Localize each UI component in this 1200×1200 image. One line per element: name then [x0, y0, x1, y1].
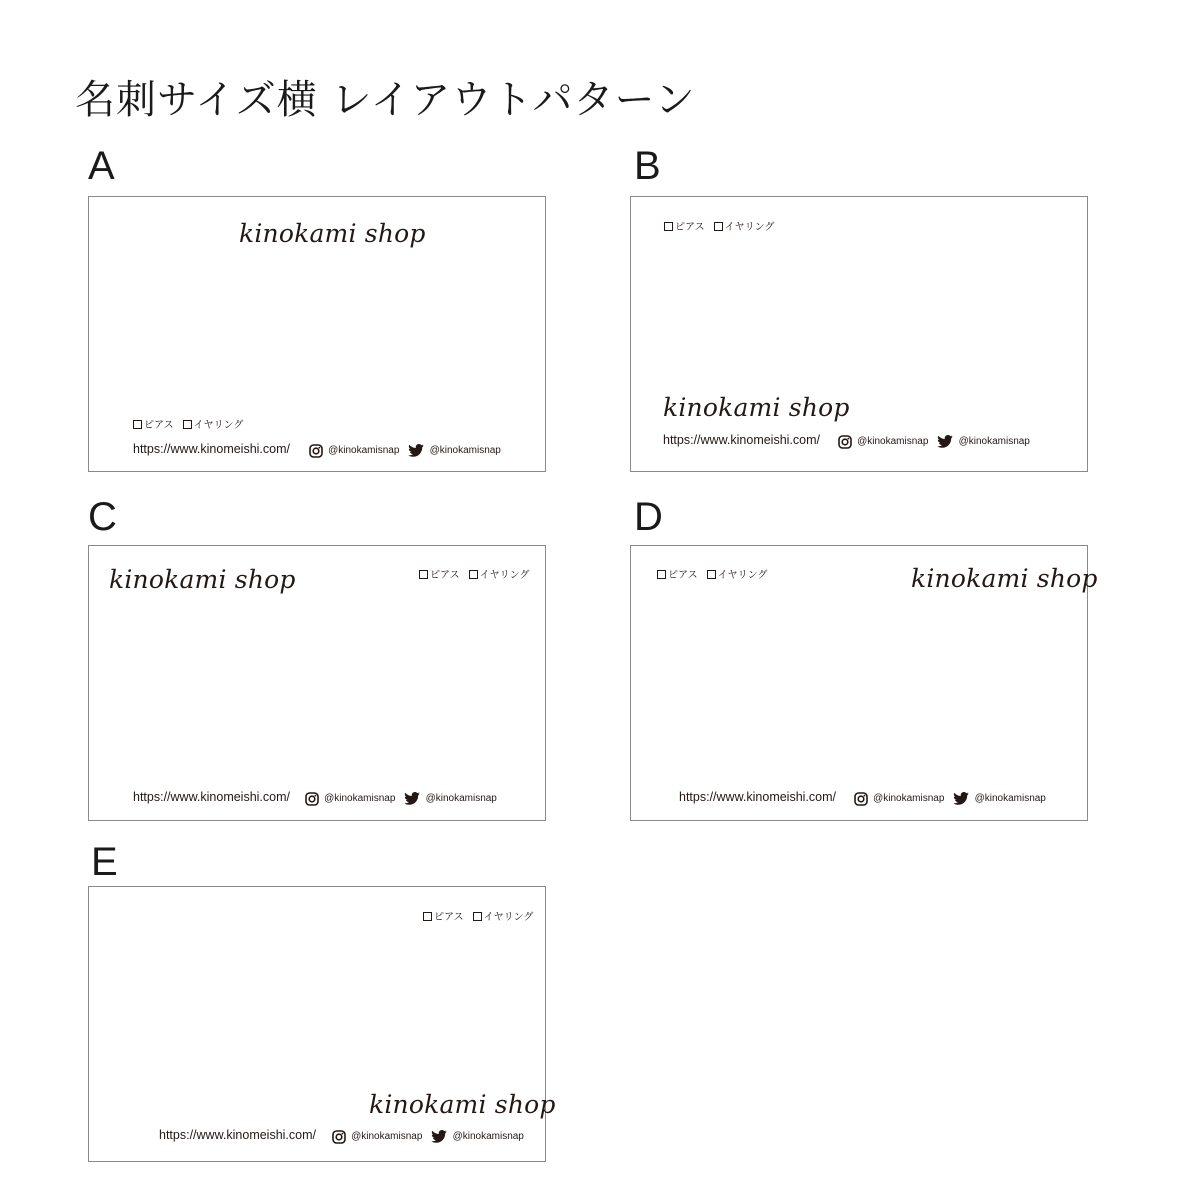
- check-label-earring: イヤリング: [717, 570, 768, 581]
- card-pattern-b: [630, 196, 1088, 472]
- page-title: 名刺サイズ横 レイアウトパターン: [75, 77, 696, 123]
- check-label-earring: イヤリング: [483, 912, 534, 923]
- checkbox-row: [419, 569, 529, 583]
- shop-name: kinokami shop: [239, 219, 426, 248]
- check-label-pierce: ピアス: [430, 570, 460, 581]
- checkbox-icon: [473, 912, 482, 921]
- social-row: [309, 440, 501, 459]
- check-label-earring: イヤリング: [724, 222, 775, 233]
- website-url: https://www.kinomeishi.com/: [133, 442, 290, 456]
- check-label-earring: イヤリング: [479, 570, 530, 581]
- card-pattern-e: [88, 886, 556, 1162]
- instagram-handle: @kinokamisnap: [857, 435, 929, 447]
- pattern-letter-d: D: [634, 495, 663, 539]
- checkbox-icon: [183, 420, 192, 429]
- checkbox-icon: [423, 912, 432, 921]
- check-label-pierce: ピアス: [668, 570, 698, 581]
- twitter-bird-icon: [404, 792, 420, 805]
- website-url: https://www.kinomeishi.com/: [679, 790, 836, 804]
- checkbox-icon: [707, 570, 716, 579]
- check-label-pierce: ピアス: [144, 420, 174, 431]
- pattern-letter-e: E: [91, 840, 118, 884]
- shop-name: kinokami shop: [911, 564, 1098, 593]
- instagram-handle: @kinokamisnap: [328, 444, 400, 456]
- instagram-icon: [332, 1130, 346, 1144]
- checkbox-icon: [469, 570, 478, 579]
- card-pattern-c: [88, 545, 546, 821]
- social-row: [305, 788, 497, 807]
- checkbox-row: [423, 911, 533, 925]
- social-row: [332, 1126, 524, 1145]
- website-url: https://www.kinomeishi.com/: [133, 790, 290, 804]
- twitter-bird-icon: [431, 1130, 447, 1143]
- checkbox-icon: [419, 570, 428, 579]
- shop-name: kinokami shop: [663, 393, 850, 422]
- instagram-handle: @kinokamisnap: [873, 792, 945, 804]
- check-label-pierce: ピアス: [675, 222, 705, 233]
- shop-name: kinokami shop: [369, 1090, 556, 1119]
- twitter-handle: @kinokamisnap: [452, 1130, 524, 1142]
- shop-name: kinokami shop: [109, 565, 296, 594]
- instagram-icon: [854, 792, 868, 806]
- check-label-earring: イヤリング: [193, 420, 244, 431]
- checkbox-row: [664, 221, 774, 235]
- social-row: [854, 788, 1046, 807]
- instagram-icon: [838, 435, 852, 449]
- checkbox-icon: [133, 420, 142, 429]
- instagram-handle: @kinokamisnap: [351, 1130, 423, 1142]
- website-url: https://www.kinomeishi.com/: [159, 1128, 316, 1142]
- instagram-icon: [309, 444, 323, 458]
- card-pattern-a: [88, 196, 546, 472]
- twitter-bird-icon: [408, 444, 424, 457]
- twitter-handle: @kinokamisnap: [429, 444, 501, 456]
- social-row: [838, 431, 1030, 450]
- checkbox-icon: [664, 222, 673, 231]
- website-url: https://www.kinomeishi.com/: [663, 433, 820, 447]
- pattern-letter-c: C: [88, 495, 117, 539]
- checkbox-row: [133, 419, 243, 433]
- instagram-icon: [305, 792, 319, 806]
- twitter-handle: @kinokamisnap: [425, 792, 497, 804]
- pattern-letter-b: B: [634, 144, 661, 188]
- checkbox-row: [657, 569, 767, 583]
- twitter-handle: @kinokamisnap: [958, 435, 1030, 447]
- checkbox-icon: [657, 570, 666, 579]
- pattern-letter-a: A: [88, 144, 115, 188]
- twitter-bird-icon: [937, 435, 953, 448]
- twitter-handle: @kinokamisnap: [974, 792, 1046, 804]
- checkbox-icon: [714, 222, 723, 231]
- twitter-bird-icon: [953, 792, 969, 805]
- check-label-pierce: ピアス: [434, 912, 464, 923]
- card-pattern-d: [630, 545, 1098, 821]
- instagram-handle: @kinokamisnap: [324, 792, 396, 804]
